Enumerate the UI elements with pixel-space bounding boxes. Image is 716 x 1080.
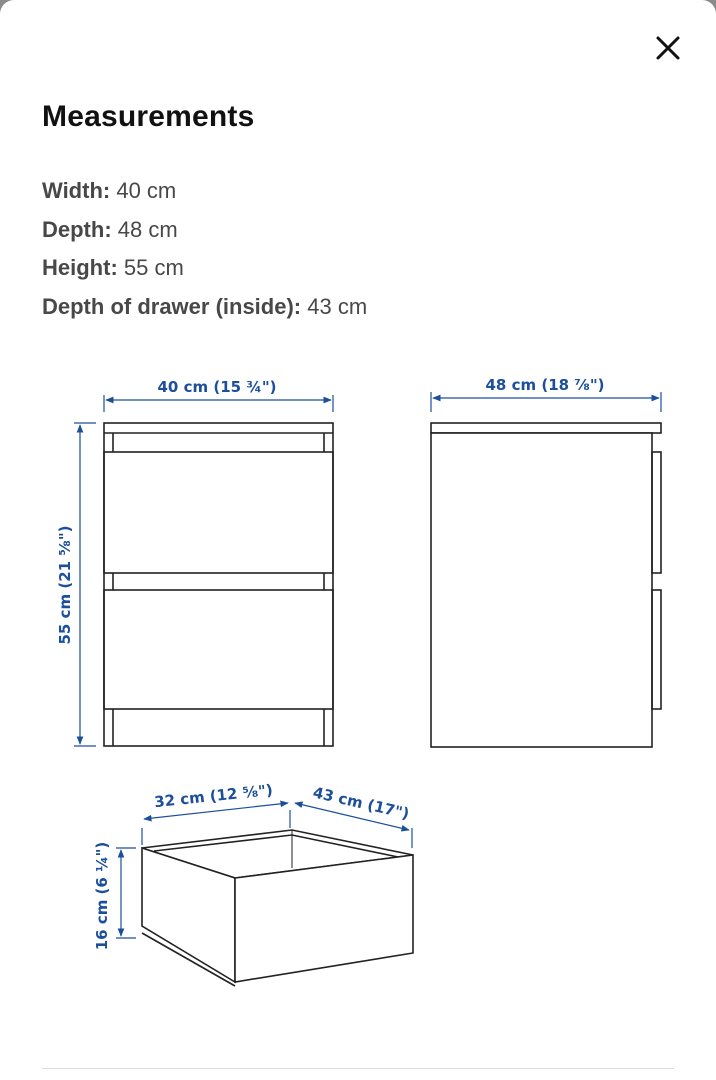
front-view-drawing <box>104 423 333 746</box>
drawer-depth-label: 43 cm (17") <box>311 783 412 823</box>
height-label: 55 cm (21 ⅝") <box>56 525 74 645</box>
measurement-value: 48 cm <box>111 216 178 242</box>
measurement-value: 55 cm <box>117 255 184 280</box>
drawer-height-dimension <box>116 848 136 938</box>
drawer-height-label: 16 cm (6 ¼") <box>93 841 111 951</box>
measurement-label: Depth of drawer (inside): <box>42 293 302 319</box>
drawer-drawing <box>142 830 413 986</box>
drawer-width-label: 32 cm (12 ⅝") <box>153 780 274 812</box>
measurement-label: Width: <box>42 178 111 203</box>
divider <box>42 1068 674 1069</box>
side-view-drawing <box>431 423 661 747</box>
side-depth-dimension <box>431 392 661 412</box>
measurement-label: Height: <box>42 255 118 280</box>
height-dimension <box>74 423 96 746</box>
page-title: Measurements <box>42 100 255 133</box>
measurement-value: 43 cm <box>301 293 368 319</box>
measurement-value: 40 cm <box>110 178 177 203</box>
side-depth-label: 48 cm (18 ⅞") <box>485 376 605 394</box>
measurement-label: Depth: <box>42 216 112 242</box>
front-width-label: 40 cm (15 ¾") <box>157 378 277 396</box>
front-width-dimension <box>104 395 333 412</box>
